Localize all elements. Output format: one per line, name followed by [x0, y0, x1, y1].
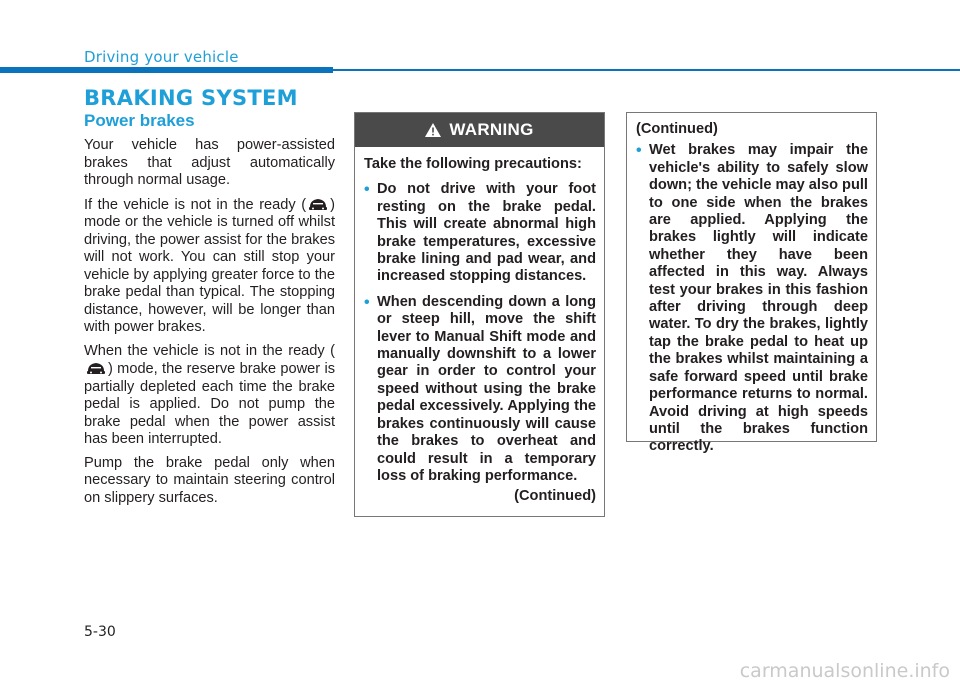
paragraph-intro: Your vehicle has power-assisted brakes that adjust automatically through normal usage. [84, 137, 335, 188]
warning-heading: WARNING [449, 120, 534, 139]
warning-triangle-icon [425, 123, 441, 137]
warning-box [354, 112, 605, 517]
warning-bullet: • When descending down a long or steep hill, move the shift lever to Manual Shift mode and manually downshift to a lower gear in order to control your speed without using the brake pedal excessively. Applying the brakes continuously will cause the brakes to overheat and could result in a temporary loss of braking performance. [364, 294, 596, 485]
paragraph-text: When the vehicle is not in the ready ( [84, 342, 335, 359]
continued-box [626, 112, 877, 455]
header-bar [0, 67, 333, 73]
paragraph-pump: Pump the brake pedal only when necessary to maintain steering control on slippery surfaces. [84, 454, 335, 506]
ready-car-icon [86, 360, 106, 375]
subsection-title: Power brakes [84, 111, 195, 130]
header-rule [333, 69, 960, 71]
warning-header [355, 113, 604, 147]
continued-bullet: • Wet brakes may impair the vehicle's ability to safely slow down; the vehicle may also pull to one side when the brakes are applied. Applying the brakes lightly will indicate whether they have been affected in this way. Always test your brakes in this fashion after driving through deep water. To dry the brakes, lightly tap the brake pedal to heat up the brakes whilst maintaining a safe forward speed until brake performance returns to normal. Avoid driving at high speeds until the brakes function correctly. [636, 142, 868, 455]
page-title: BRAKING SYSTEM [84, 86, 298, 110]
warning-body [355, 147, 604, 506]
paragraph-ready-off [84, 196, 335, 337]
continued-heading: (Continued) [636, 121, 718, 137]
paragraph-text: ) mode, the reserve brake power is partially depleted each time the brake pedal is applied. Do not pump the brake pedal when the power assist has been interrupted. [84, 361, 335, 447]
left-column [84, 111, 335, 513]
paragraph-text: If the vehicle is not in the ready ( [84, 196, 307, 213]
warning-bullet: • Do not drive with your foot resting on the brake pedal. This will create abnormal high brake temperatures, excessive brake lining and pad wear, and increased stopping distances. [364, 181, 596, 285]
ready-car-icon [308, 196, 328, 211]
warning-intro: Take the following precautions: [364, 156, 582, 172]
paragraph-text: ) mode or the vehicle is turned off whilst driving, the power assist for the brakes will not work. You can still stop your vehicle by applying greater force to the brake pedal than typical. The stopping distance, however, will be longer than with power brakes. [84, 196, 335, 335]
page-number: 5-30 [84, 624, 116, 640]
watermark: carmanualsonline.info [739, 660, 950, 682]
paragraph-reserve [84, 343, 335, 449]
section-label: Driving your vehicle [84, 48, 239, 66]
warning-continued: (Continued) [514, 488, 596, 505]
